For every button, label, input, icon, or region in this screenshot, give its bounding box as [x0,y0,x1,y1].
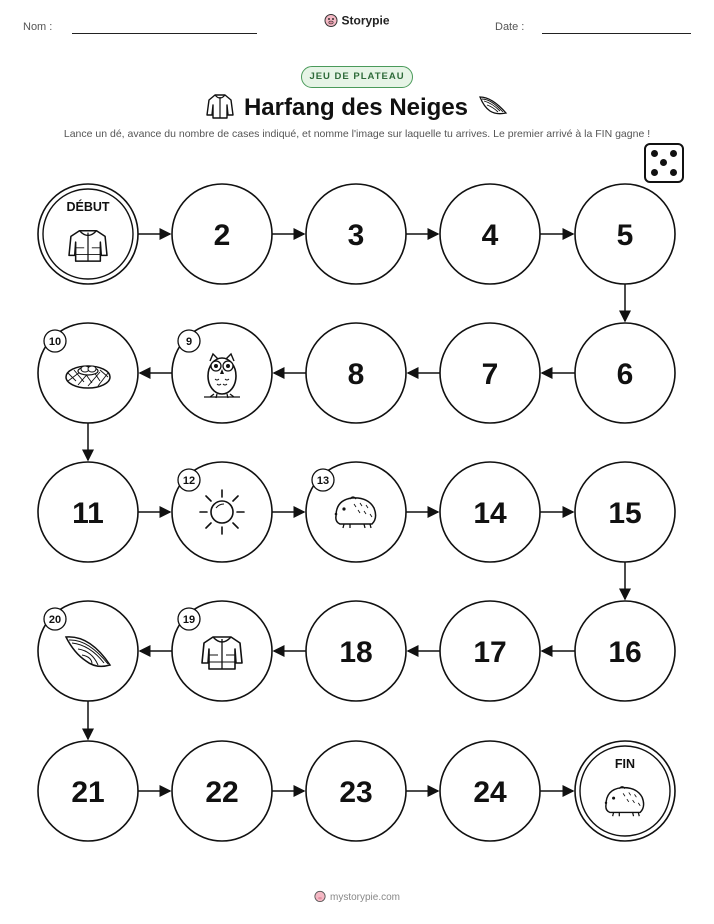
board-cell-16[interactable] [575,601,675,701]
instructions: Lance un dé, avance du nombre de cases indiqué, et nomme l'image sur laquelle tu arrives. Le premier arrivé à la FIN gagne ! [63,128,651,140]
board-cell-13[interactable] [306,462,406,562]
cell-number: 24 [473,776,507,809]
board-cell-12[interactable] [172,462,272,562]
board-cell-22[interactable] [172,741,272,841]
cell-number: 16 [608,636,642,669]
cell-number: 7 [481,358,499,391]
cell-number: 23 [339,776,373,809]
board-cell-18[interactable] [306,601,406,701]
board-cell-3[interactable] [306,184,406,284]
board-cell-8[interactable] [306,323,406,423]
board-cell-d-but[interactable] [38,184,138,284]
pig-logo-icon [314,890,326,902]
board-cell-17[interactable] [440,601,540,701]
board-cell-24[interactable] [440,741,540,841]
nest-icon [66,366,110,388]
board-cell-fin[interactable] [575,741,675,841]
cell-number: 19 [182,614,196,626]
board-cell-6[interactable] [575,323,675,423]
cell-number: 2 [213,219,231,252]
cell-number: 3 [347,219,365,252]
board-cell-15[interactable] [575,462,675,562]
date-label: Date : [495,21,525,33]
board-cell-21[interactable] [38,741,138,841]
cell-number: 22 [205,776,239,809]
cell-number: 6 [616,358,634,391]
board-cell-7[interactable] [440,323,540,423]
cell-number: 21 [71,776,105,809]
end-label: FIN [614,757,636,771]
board-cell-19[interactable] [172,601,272,701]
cell-number: 15 [608,497,642,530]
cell-number: 9 [185,336,193,348]
cell-number: 13 [316,475,330,487]
board-cell-14[interactable] [440,462,540,562]
board-cell-20[interactable] [38,601,138,701]
name-label: Nom : [23,21,53,33]
cell-number: 12 [182,475,196,487]
title-text: Harfang des Neiges [243,94,469,121]
sun-icon [200,490,244,534]
cell-number: 8 [347,358,365,391]
board-cell-2[interactable] [172,184,272,284]
game-type-tag: JEU DE PLATEAU [301,66,413,88]
cell-number: 5 [616,219,634,252]
lemming-icon [605,787,644,816]
cell-number: 10 [48,336,62,348]
board-cell-23[interactable] [306,741,406,841]
cell-number: 11 [72,497,104,530]
board-cell-4[interactable] [440,184,540,284]
cell-number: 14 [473,497,507,530]
cell-number: 4 [481,219,499,252]
brand-name: Storypie [341,13,390,28]
footer-url[interactable]: mystorypie.com [329,892,400,903]
board-cell-5[interactable] [575,184,675,284]
start-label: DÉBUT [66,200,110,214]
board-cell-11[interactable] [38,462,138,562]
cell-number: 17 [473,636,507,669]
cell-number: 18 [339,636,373,669]
cell-number: 20 [48,614,62,626]
footer [0,890,714,903]
board-cell-9[interactable] [172,323,272,423]
board-cell-10[interactable] [38,323,138,423]
lemming-icon [335,497,376,528]
